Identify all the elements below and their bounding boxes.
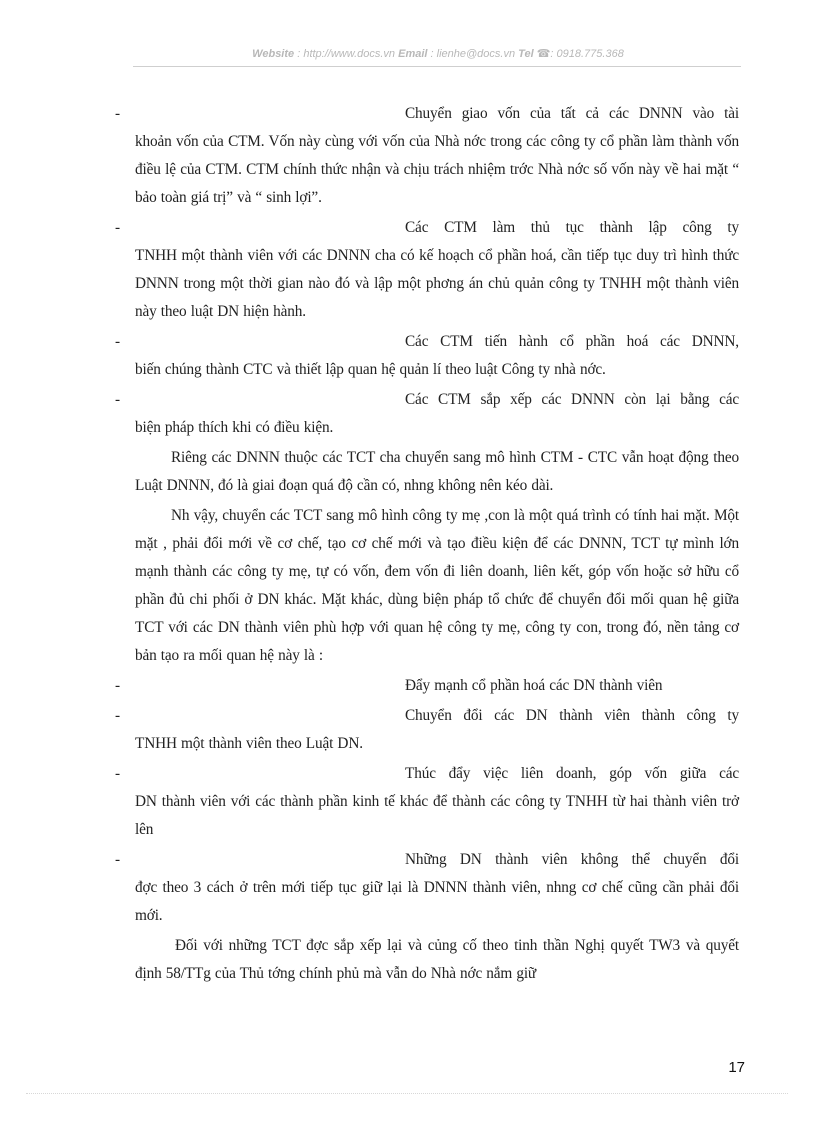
bullet-dash: - <box>115 333 120 350</box>
page-header <box>135 47 741 60</box>
document-body <box>115 100 739 990</box>
bullet-dash: - <box>115 851 120 868</box>
bullet-dash: - <box>115 677 120 694</box>
bullet-lead: Những DN thành viên không thể chuyển đổi <box>405 851 739 868</box>
bullet-text: đợc theo 3 cách ở trên mới tiếp tục giữ lại là DNNN thành viên, nhng cơ chế cũng cần phải đổi mới. <box>135 879 739 924</box>
paragraph: Riêng các DNNN thuộc các TCT cha chuyển sang mô hình CTM - CTC vẫn hoạt động theo Luật DNNN, đó là giai đoạn quá độ cần có, nhng không nên kéo dài. <box>135 449 739 494</box>
bullet-item <box>115 214 739 326</box>
paragraph: Đối với những TCT đợc sắp xếp lại và củng cố theo tinh thần Nghị quyết TW3 và quyết định 58/TTg của Thủ tớng chính phủ mà vẫn do Nhà nớc nắm giữ <box>135 937 739 982</box>
bullet-text: khoản vốn của CTM. Vốn này cùng với vốn của Nhà nớc trong các công ty cổ phần làm thành vốn điều lệ của CTM. CTM chính thức nhận và chịu trách nhiệm trớc Nhà nớc số vốn này về hai mặt “ bảo toàn giá trị” và “ sinh lợi”. <box>135 133 739 206</box>
bullet-dash: - <box>115 219 120 236</box>
bullet-item <box>115 672 739 700</box>
bullet-dash: - <box>115 707 120 724</box>
tel-value: ☎: 0918.775.368 <box>536 48 624 60</box>
bullet-item <box>115 100 739 212</box>
bullet-dash: - <box>115 765 120 782</box>
tel-label: Tel <box>518 48 534 60</box>
footer-divider <box>26 1093 788 1094</box>
website-label: Website <box>252 48 295 60</box>
bullet-item <box>115 760 739 844</box>
bullet-lead: Thúc đẩy việc liên doanh, góp vốn giữa các <box>405 765 739 782</box>
bullet-lead: Các CTM làm thủ tục thành lập công ty <box>405 219 739 236</box>
header-divider <box>133 66 741 67</box>
paragraph: Nh vậy, chuyển các TCT sang mô hình công ty mẹ ,con là một quá trình có tính hai mặt. Một mặt , phải đổi mới về cơ chế, tạo cơ chế mới và tạo điều kiện để các DNNN, TCT tự mình lớn mạnh thành các công ty mẹ, tự có vốn, đem vốn đi liên doanh, liên kết, góp vốn hoặc sở hữu cổ phần đủ chi phối ở DN khác. Mặt khác, dùng biện pháp tổ chức để chuyển đổi mối quan hệ giữa TCT với các DN thành viên phù hợp với quan hệ công ty mẹ, công ty con, trong đó, nền tảng cơ bản tạo ra mối quan hệ này là : <box>135 507 739 664</box>
bullet-item <box>115 846 739 930</box>
bullet-lead: Các CTM tiến hành cổ phần hoá các DNNN, <box>405 333 739 350</box>
bullet-lead: Chuyển đổi các DN thành viên thành công ty <box>405 707 739 724</box>
bullet-text: TNHH một thành viên với các DNNN cha có kế hoạch cổ phần hoá, cần tiếp tục duy trì hình thức DNNN trong một thời gian nào đó và lập một phơng án chủ quản công ty TNHH một thành viên này theo luật DN hiện hành. <box>135 247 739 320</box>
bullet-dash: - <box>115 105 120 122</box>
bullet-item <box>115 328 739 384</box>
bullet-text: biến chúng thành CTC và thiết lập quan hệ quản lí theo luật Công ty nhà nớc. <box>135 361 606 378</box>
bullet-item <box>115 386 739 442</box>
website-url: : http://www.docs.vn <box>297 48 396 60</box>
email-label: Email <box>398 48 428 60</box>
bullet-text: TNHH một thành viên theo Luật DN. <box>135 735 363 752</box>
bullet-text: DN thành viên với các thành phần kinh tế khác để thành các công ty TNHH từ hai thành viên trở lên <box>135 793 739 838</box>
bullet-lead: Đẩy mạnh cổ phần hoá các DN thành viên <box>405 677 663 694</box>
bullet-lead: Các CTM sắp xếp các DNNN còn lại bằng các <box>405 391 739 408</box>
email-value: : lienhe@docs.vn <box>430 48 516 60</box>
bullet-dash: - <box>115 391 120 408</box>
page-number: 17 <box>728 1059 745 1076</box>
bullet-item <box>115 702 739 758</box>
bullet-text: biện pháp thích khi có điều kiện. <box>135 419 334 436</box>
bullet-lead: Chuyển giao vốn của tất cả các DNNN vào tài <box>405 105 739 122</box>
